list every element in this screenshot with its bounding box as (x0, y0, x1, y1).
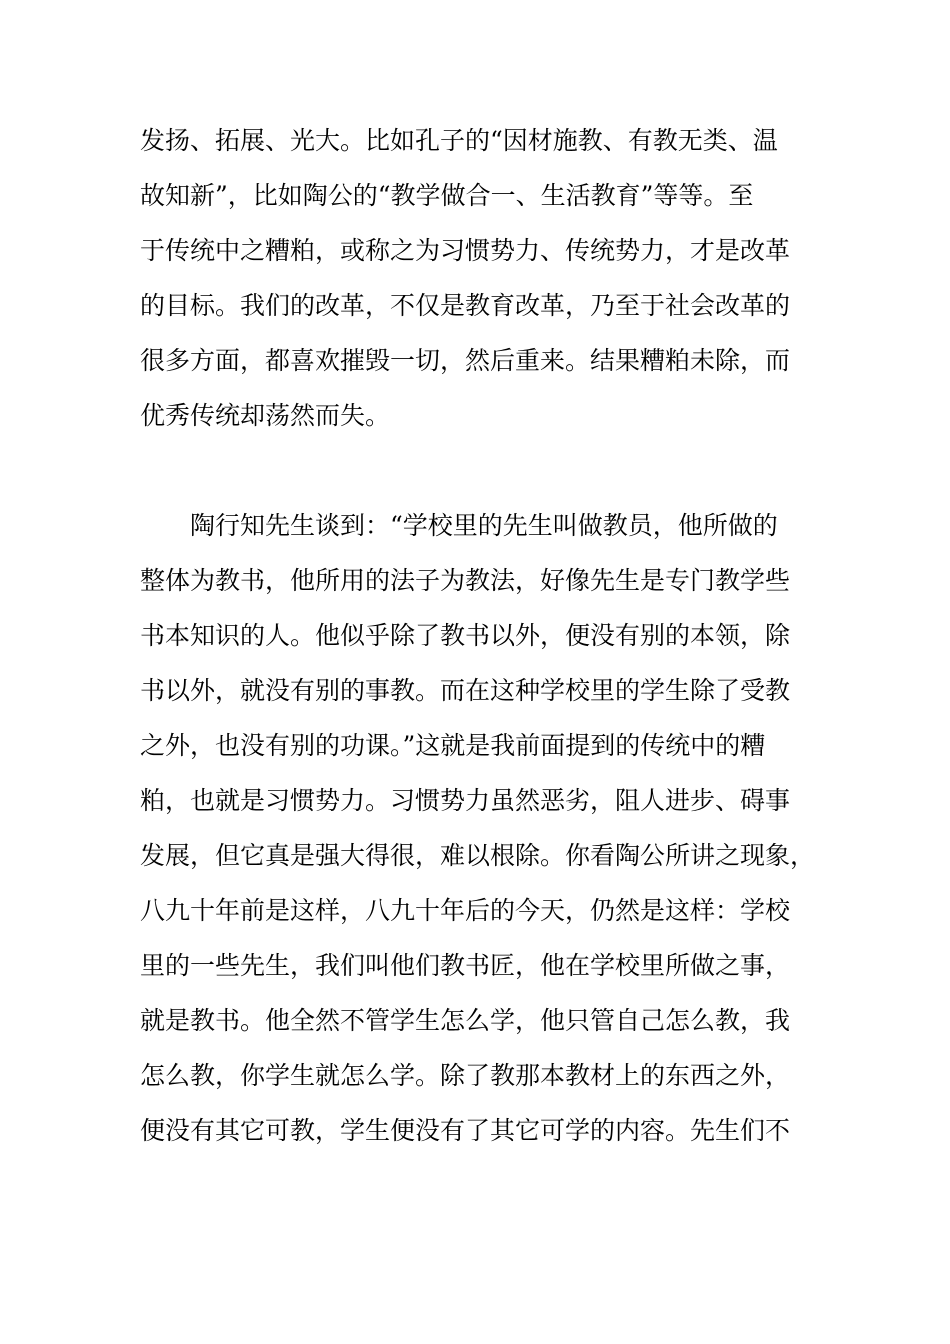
text-line: 整体为教书，他所用的法子为教法，好像先生是专门教学些 (140, 566, 791, 595)
text-line: 于传统中之糟粕，或称之为习惯势力、传统势力，才是改革 (140, 236, 791, 265)
text-line: 的目标。我们的改革，不仅是教育改革，乃至于社会改革的 (140, 291, 791, 320)
text-line: 里的一些先生，我们叫他们教书匠，他在学校里所做之事， (140, 951, 791, 980)
paragraph-2 (140, 503, 830, 1163)
text-line: 八九十年前是这样，八九十年后的今天，仍然是这样：学校 (140, 896, 791, 925)
text-line: 粕，也就是习惯势力。习惯势力虽然恶劣，阻人进步、碍事 (140, 786, 791, 815)
text-line: 书本知识的人。他似乎除了教书以外，便没有别的本领，除 (140, 621, 791, 650)
text-line: 之外，也没有别的功课。”这就是我前面提到的传统中的糟 (140, 731, 766, 760)
text-line: 发扬、拓展、光大。比如孔子的“因材施教、有教无类、温 (140, 126, 778, 155)
text-line: 优秀传统却荡然而失。 (140, 401, 391, 430)
text-line: 很多方面，都喜欢摧毁一切，然后重来。结果糟粕未除，而 (140, 346, 791, 375)
text-line: 发展，但它真是强大得很，难以根除。你看陶公所讲之现象， (140, 841, 816, 870)
text-line: 就是教书。他全然不管学生怎么学，他只管自己怎么教，我 (140, 1006, 791, 1035)
text-line: 怎么教，你学生就怎么学。除了教那本教材上的东西之外， (140, 1061, 791, 1090)
text-line: 故知新”，比如陶公的“教学做合一、生活教育”等等。至 (140, 181, 754, 210)
text-line: 书以外，就没有别的事教。而在这种学校里的学生除了受教 (140, 676, 791, 705)
text-line: 陶行知先生谈到：“学校里的先生叫做教员，他所做的 (140, 511, 778, 540)
text-line: 便没有其它可教，学生便没有了其它可学的内容。先生们不 (140, 1116, 791, 1145)
paragraph-1 (140, 118, 830, 448)
